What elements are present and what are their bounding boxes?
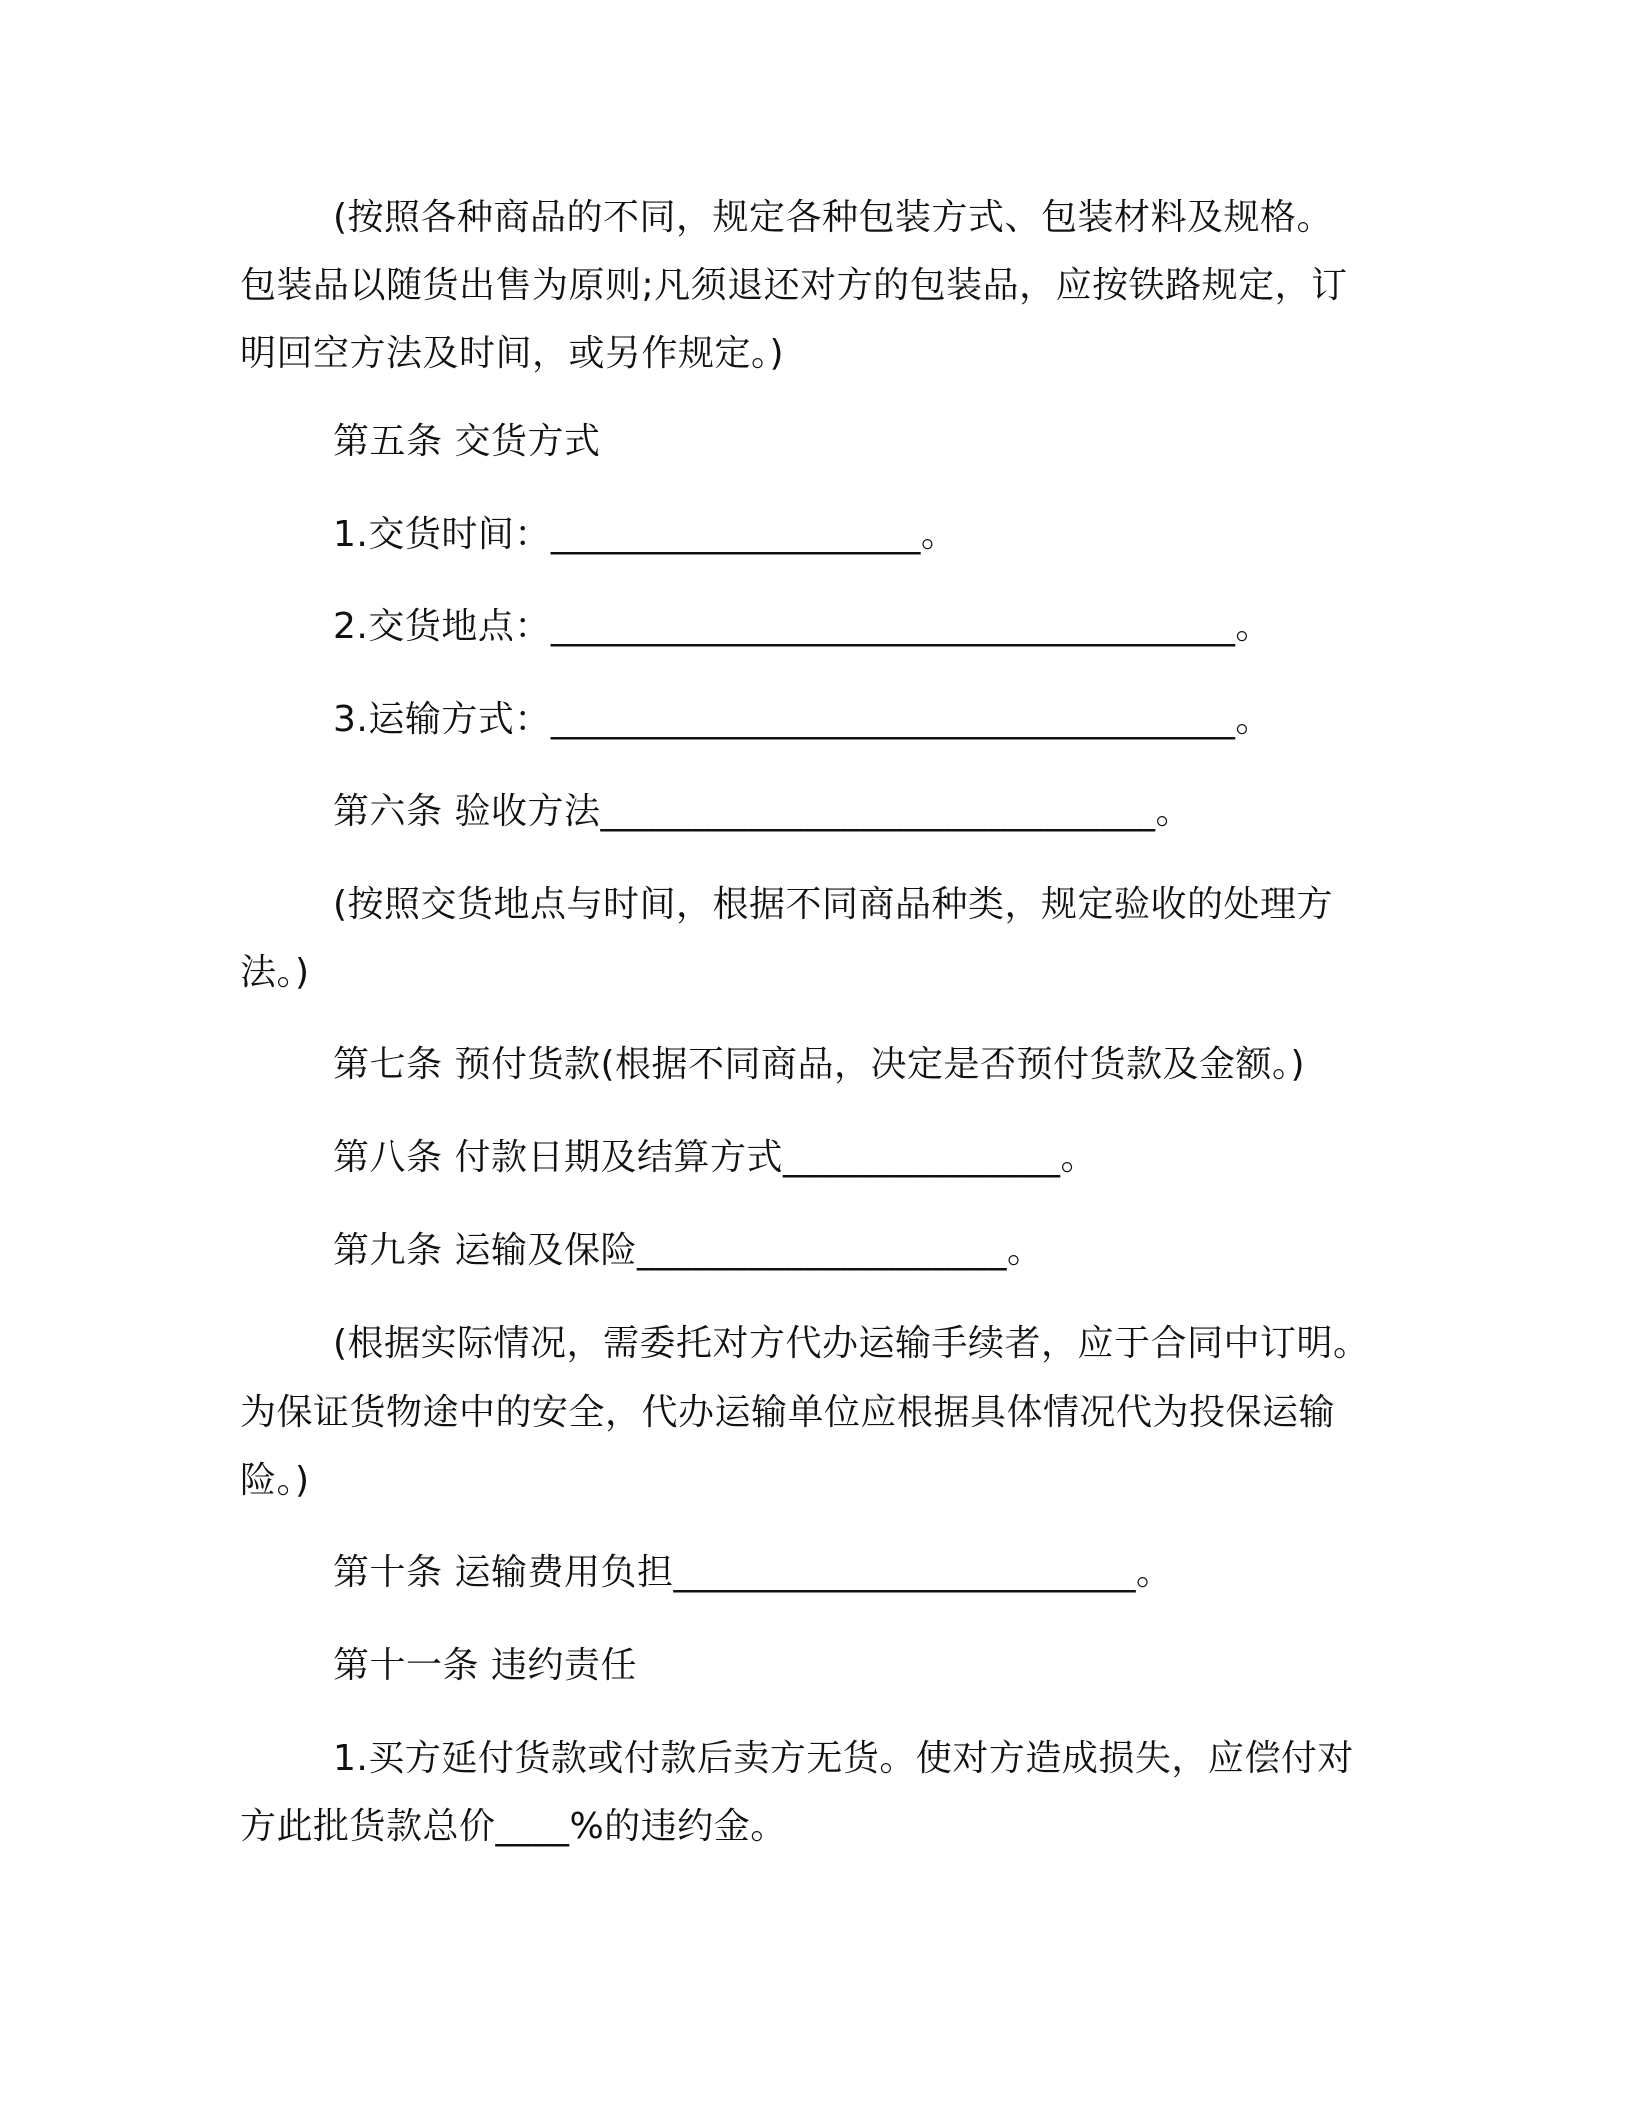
paragraph-inspection-note-line-2: 法。): [240, 952, 310, 993]
article-11-heading: 第十一条 违约责任: [333, 1645, 637, 1686]
paragraph-transport-note-line-3: 险。): [240, 1460, 310, 1501]
paragraph-packaging-note-line-3: 明回空方法及时间，或另作规定。): [240, 333, 785, 374]
delivery-time-field: 1.交货时间：____________________。: [333, 514, 958, 555]
paragraph-packaging-note-line-1: (按照各种商品的不同，规定各种包装方式、包装材料及规格。: [333, 197, 1334, 238]
article-10-heading: 第十条 运输费用负担_________________________。: [333, 1552, 1173, 1593]
paragraph-packaging-note-line-2: 包装品以随货出售为原则;凡须退还对方的包装品，应按铁路规定，订: [240, 265, 1348, 306]
paragraph-inspection-note-line-1: (按照交货地点与时间，根据不同商品种类，规定验收的处理方: [333, 884, 1334, 925]
article-7-heading: 第七条 预付货款(根据不同商品，决定是否预付货款及金额。): [333, 1044, 1306, 1085]
paragraph-transport-note-line-2: 为保证货物途中的安全，代办运输单位应根据具体情况代为投保运输: [240, 1392, 1336, 1433]
article-6-heading: 第六条 验收方法______________________________。: [333, 791, 1192, 832]
article-9-heading: 第九条 运输及保险____________________。: [333, 1230, 1044, 1271]
paragraph-transport-note-line-1: (根据实际情况，需委托对方代办运输手续者，应于合同中订明。: [333, 1323, 1370, 1364]
delivery-place-field: 2.交货地点：_____________________________________。: [333, 606, 1272, 647]
paragraph-breach-line-2: 方此批货款总价____%的违约金。: [240, 1806, 787, 1847]
transport-method-field: 3.运输方式：_____________________________________。: [333, 699, 1272, 740]
article-5-heading: 第五条 交货方式: [333, 421, 601, 462]
paragraph-breach-line-1: 1.买方延付货款或付款后卖方无货。使对方造成损失，应偿付对: [333, 1738, 1354, 1779]
article-8-heading: 第八条 付款日期及结算方式_______________。: [333, 1137, 1097, 1178]
